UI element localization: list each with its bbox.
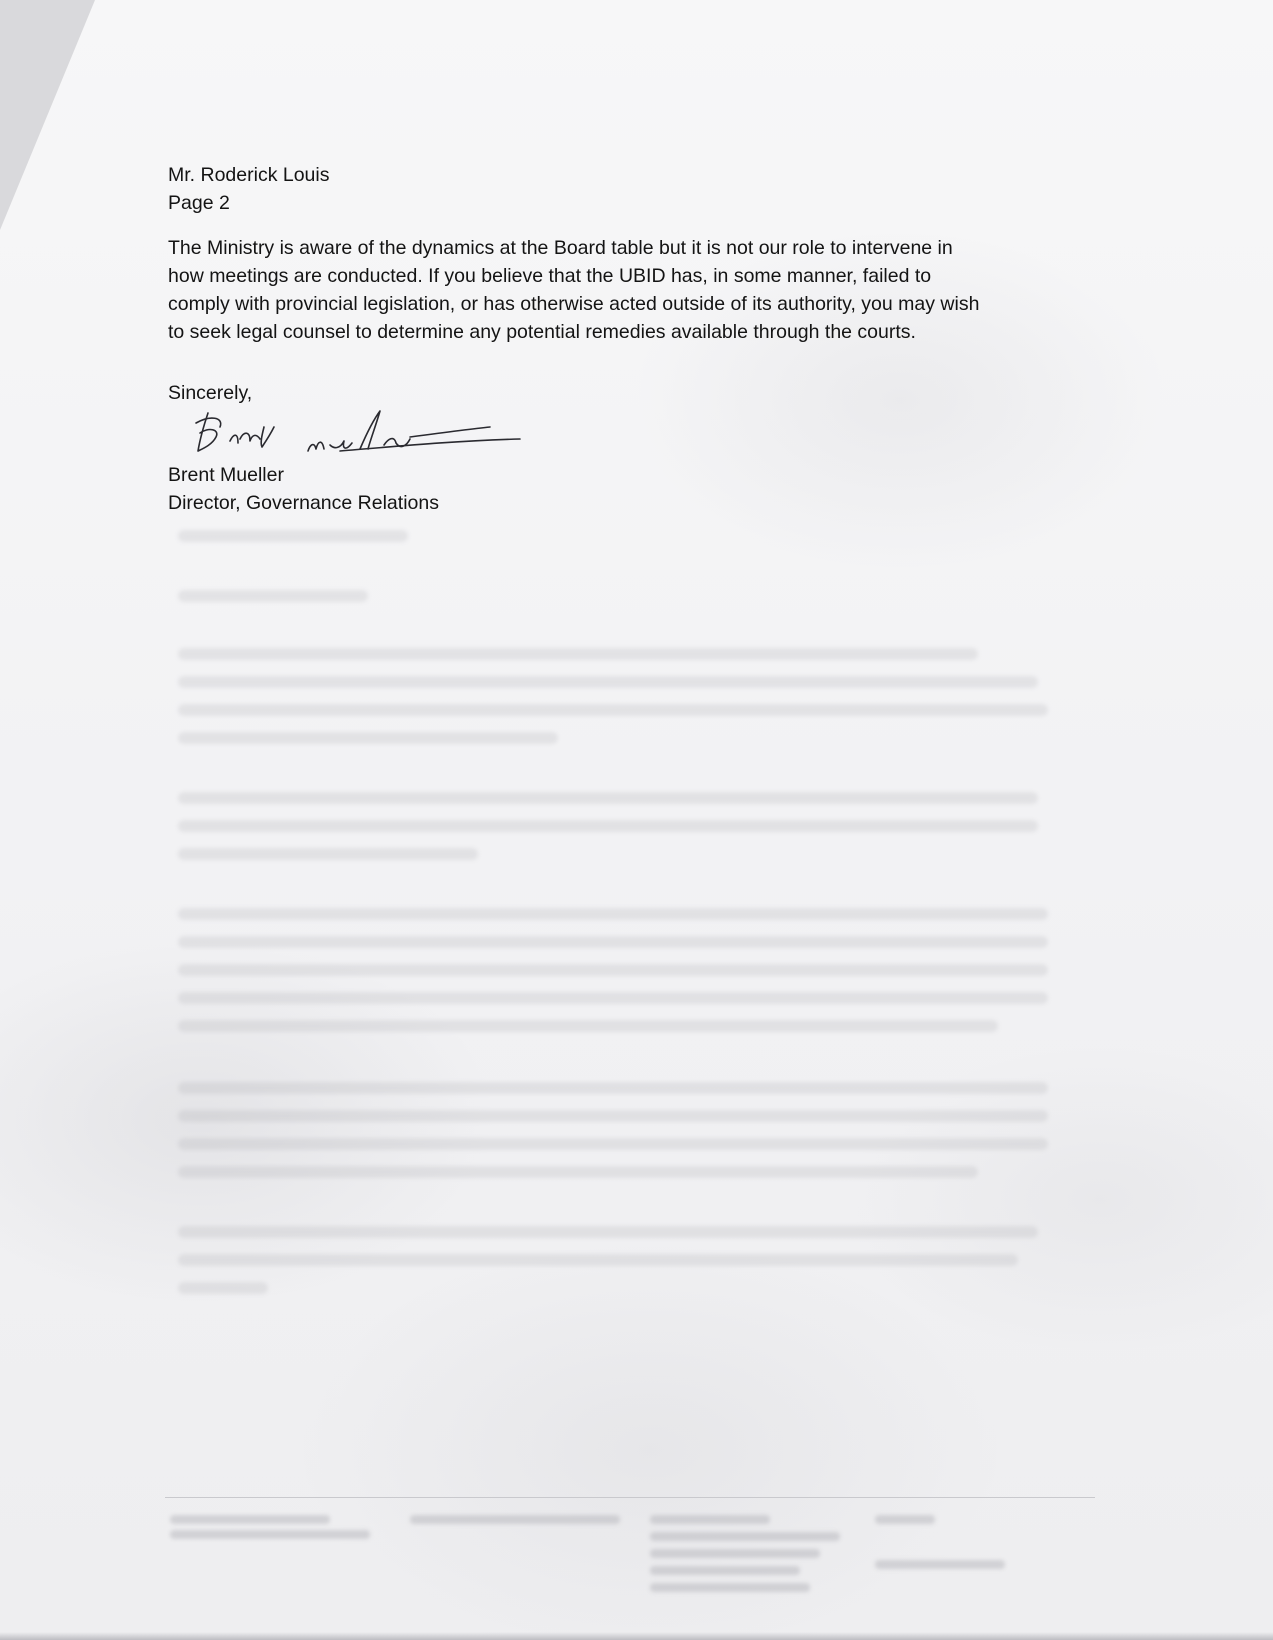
recipient-name: Mr. Roderick Louis — [168, 164, 330, 186]
bleed-through-footer-rule — [165, 1497, 1095, 1498]
body-line: comply with provincial legislation, or has otherwise acted outside of its authority, you may wish — [168, 293, 980, 315]
bleed-through-footer-block — [170, 1530, 370, 1539]
body-line: The Ministry is aware of the dynamics at the Board table but it is not our role to intervene in — [168, 237, 953, 259]
bleed-through-footer-block — [170, 1515, 330, 1524]
bleed-through-footer-block — [650, 1566, 800, 1575]
bleed-through-footer-block — [650, 1515, 770, 1524]
bleed-through-footer-block — [410, 1515, 620, 1524]
scan-bottom-edge — [0, 1632, 1273, 1640]
folded-corner — [0, 0, 95, 230]
signer-title: Director, Governance Relations — [168, 492, 439, 514]
body-line: to seek legal counsel to determine any potential remedies available through the courts. — [168, 321, 916, 343]
bleed-through-footer-block — [875, 1560, 1005, 1569]
closing-salutation: Sincerely, — [168, 382, 253, 404]
bleed-through-footer-block — [875, 1515, 935, 1524]
body-paragraph — [168, 234, 1088, 346]
bleed-through-footer-block — [650, 1532, 840, 1541]
body-line: how meetings are conducted. If you believe that the UBID has, in some manner, failed to — [168, 265, 932, 287]
page-number-label: Page 2 — [168, 192, 230, 214]
signer-name: Brent Mueller — [168, 464, 284, 486]
bleed-through-texture — [178, 530, 1078, 1430]
bleed-through-footer-block — [650, 1583, 810, 1592]
bleed-through-footer-block — [650, 1549, 820, 1558]
